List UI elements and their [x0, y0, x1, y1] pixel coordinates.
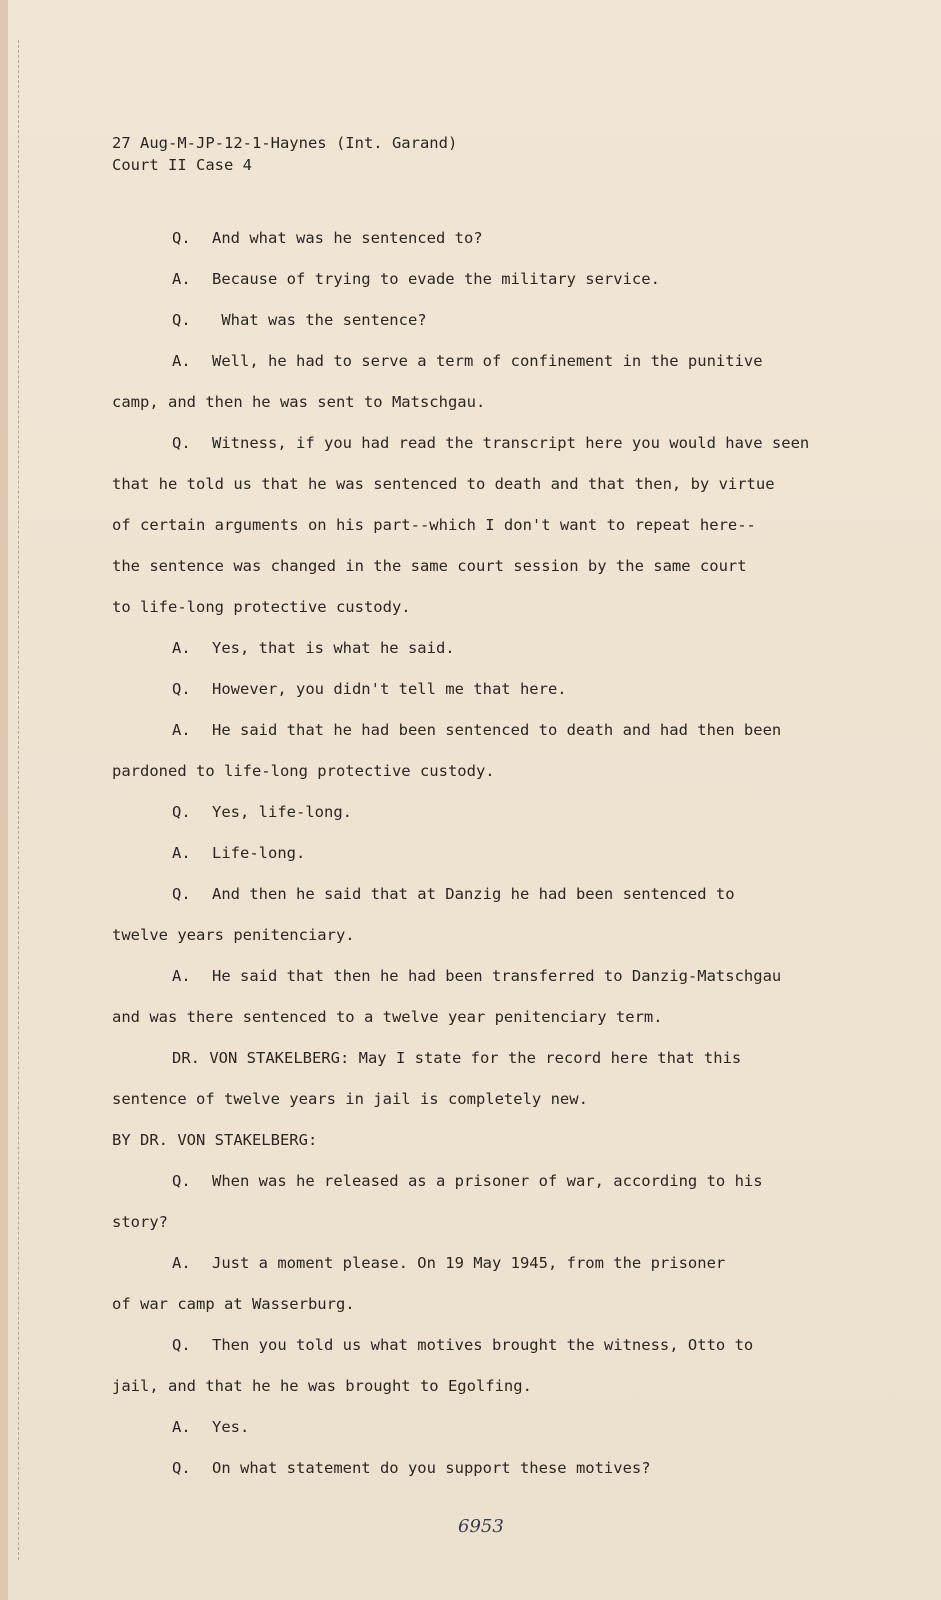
- transcript-line: Q. What was the sentence?: [172, 311, 427, 329]
- transcript-line: Q. On what statement do you support these motives?: [172, 1459, 651, 1477]
- transcript-line: Q. When was he released as a prisoner of war, according to his: [172, 1172, 763, 1190]
- transcript-line: A. Life-long.: [172, 844, 306, 862]
- transcript-line: Q. And then he said that at Danzig he had been sentenced to: [172, 885, 735, 903]
- transcript-line: Q. However, you didn't tell me that here.: [172, 680, 567, 698]
- transcript-line: and was there sentenced to a twelve year penitenciary term.: [112, 1008, 663, 1026]
- transcript-line: twelve years penitenciary.: [112, 926, 355, 944]
- transcript-line: Q. Witness, if you had read the transcript here you would have seen: [172, 434, 810, 452]
- transcript-line: BY DR. VON STAKELBERG:: [112, 1131, 318, 1149]
- transcript-line: A. He said that then he had been transferred to Danzig-Matschgau: [172, 967, 782, 985]
- transcript-line: pardoned to life-long protective custody.: [112, 762, 495, 780]
- transcript-line: story?: [112, 1213, 168, 1231]
- transcript-line: A. Just a moment please. On 19 May 1945, from the prisoner: [172, 1254, 726, 1272]
- transcript-line: jail, and that he he was brought to Egolfing.: [112, 1377, 532, 1395]
- transcript-line: Q. Yes, life-long.: [172, 803, 352, 821]
- transcript-line: A. Yes.: [172, 1418, 250, 1436]
- transcript-line: of war camp at Wasserburg.: [112, 1295, 355, 1313]
- transcript-line: A. Well, he had to serve a term of confinement in the punitive: [172, 352, 763, 370]
- transcript-line: Q. Then you told us what motives brought the witness, Otto to: [172, 1336, 754, 1354]
- transcript-line: of certain arguments on his part--which I don't want to repeat here--: [112, 516, 756, 534]
- transcript-line: A. Because of trying to evade the military service.: [172, 270, 660, 288]
- page-number: 6953: [458, 1516, 504, 1537]
- header-court-case: Court II Case 4: [112, 156, 252, 174]
- transcript-line: Q. And what was he sentenced to?: [172, 229, 483, 247]
- document-header: [112, 132, 457, 176]
- transcript-line: to life-long protective custody.: [112, 598, 411, 616]
- transcript-line: the sentence was changed in the same court session by the same court: [112, 557, 747, 575]
- transcript-line: A. Yes, that is what he said.: [172, 639, 455, 657]
- header-reference: 27 Aug-M-JP-12-1-Haynes (Int. Garand): [112, 134, 458, 152]
- transcript-line: sentence of twelve years in jail is completely new.: [112, 1090, 588, 1108]
- transcript-line: camp, and then he was sent to Matschgau.: [112, 393, 486, 411]
- transcript-line: A. He said that he had been sentenced to death and had then been: [172, 721, 782, 739]
- transcript-line: that he told us that he was sentenced to death and that then, by virtue: [112, 475, 775, 493]
- transcript-line: DR. VON STAKELBERG: May I state for the record here that this: [172, 1049, 742, 1067]
